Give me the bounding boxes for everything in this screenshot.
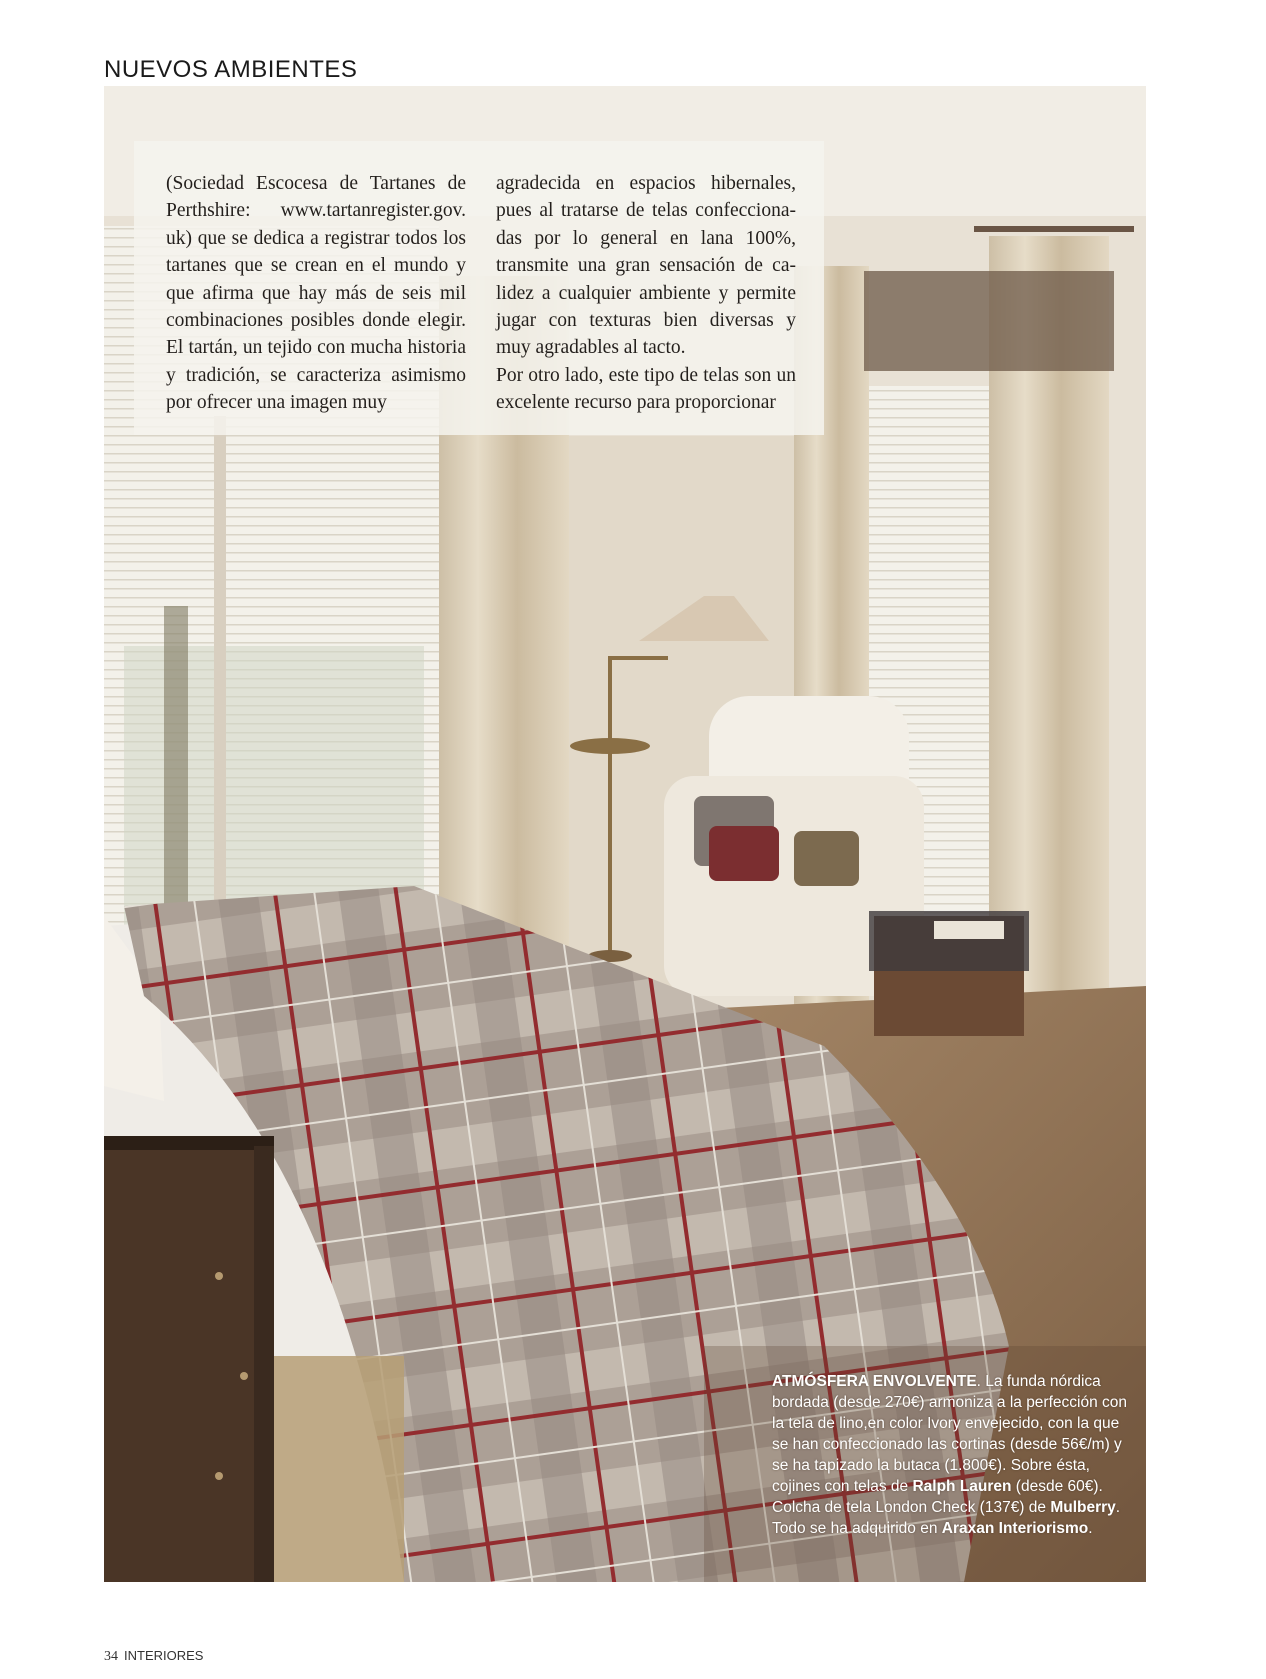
article-paragraph: (Sociedad Escocesa de Tartanes de Perthshire: www.tartanregister.gov. uk) que se dedica a registrar todos los tartanes que se crean en el mundo y que afirma que hay más de seis mil combinaciones posibles donde elegir. El tartán, un tejido con mucha historia y tradición, se caracteriza asimismo por ofrecer una imagen muy [166, 173, 466, 414]
article-column-right [496, 170, 796, 417]
caption-text: . La funda nórdica bordada (desde 270€) armoniza a la perfección con la tela de lino,en color Ivory envejecido, con la que se han confeccionado las cortinas (desde 56€/m) y se ha tapizado la butaca (1.800€). Sobre ésta, cojines con telas de [772, 1373, 1128, 1495]
article-paragraph: Por otro lado, este tipo de telas son un excelente recurso para proporcionar [496, 364, 796, 414]
caption-brand: Mulberry [1050, 1499, 1116, 1516]
caption-text: (desde 60€). Colcha de tela London Check (137€) de [772, 1478, 1103, 1516]
photo-caption [772, 1371, 1136, 1539]
page-number: 34 [104, 1649, 118, 1664]
caption-brand: Ralph Lauren [912, 1478, 1012, 1495]
article-column-left [166, 170, 466, 417]
page-footer [104, 1648, 203, 1665]
caption-text: . Todo se ha adquirido en [772, 1499, 1121, 1537]
article-paragraph: agradecida en espacios hibernales, pues al tratarse de telas confeccionadas por lo general en lana 100%, transmite una gran sensación de calidez a cualquier ambiente y permite jugar con texturas bien diversas y muy agradables al tacto. [496, 173, 796, 359]
magazine-name: INTERIORES [124, 1648, 204, 1663]
caption-text: . [1088, 1520, 1093, 1537]
section-title: NUEVOS AMBIENTES [104, 56, 358, 83]
article-text-box [134, 141, 824, 435]
caption-title: ATMÓSFERA ENVOLVENTE [772, 1373, 977, 1390]
caption-brand: Araxan Interiorismo [941, 1520, 1089, 1537]
